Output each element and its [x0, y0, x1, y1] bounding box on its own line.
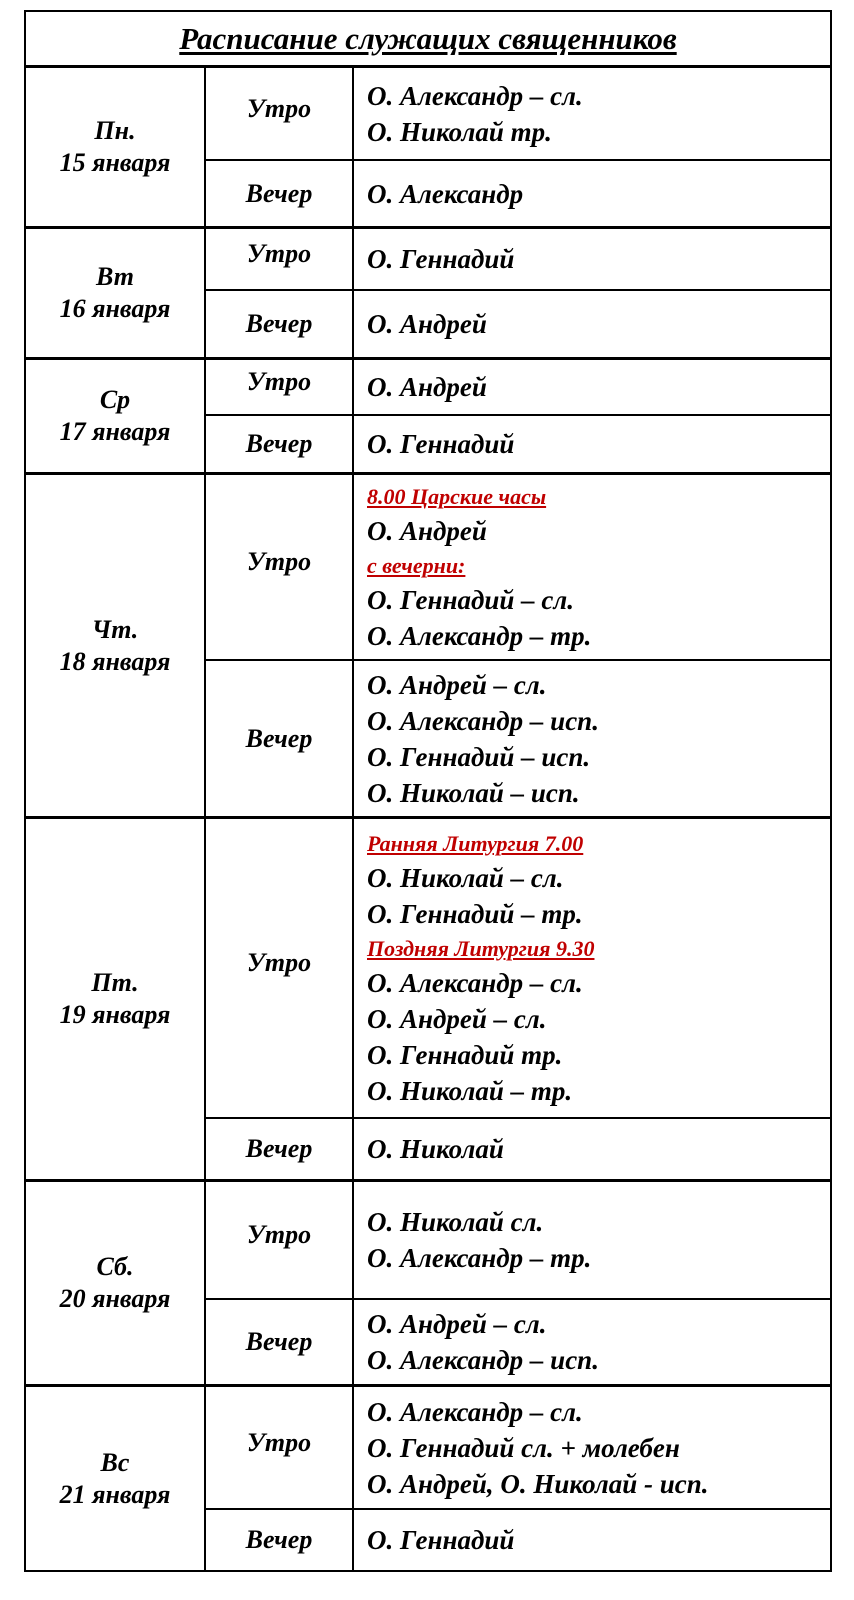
period-cell [206, 1119, 354, 1179]
assignment-cell [354, 1510, 830, 1570]
priest-line: О. Геннадий тр. [367, 1040, 563, 1070]
assignment-cell [354, 1387, 830, 1508]
priest-line: О. Николай – сл. [367, 863, 564, 893]
slot-row [206, 1182, 830, 1300]
slot-row [206, 161, 830, 226]
assignment-cell [354, 161, 830, 226]
schedule-table [24, 10, 832, 1572]
slot-row [206, 1300, 830, 1384]
day-name: Вт [96, 262, 134, 291]
period-cell [206, 819, 354, 1117]
priest-line: О. Александр – исп. [367, 1345, 599, 1375]
priest-line: О. Андрей – сл. [367, 1004, 547, 1034]
period-label: Утро [246, 93, 312, 123]
priest-line: О. Андрей [367, 372, 487, 402]
priest-line: О. Геннадий – исп. [367, 741, 591, 772]
day-name: Пн. [94, 116, 136, 145]
slot-row [206, 661, 830, 816]
period-label: Утро [246, 948, 312, 977]
day-row [26, 819, 830, 1182]
assignment-cell [354, 416, 830, 472]
assignment-cell [354, 360, 830, 414]
day-label [26, 819, 206, 1179]
period-cell [206, 291, 354, 357]
day-name: Пт. [91, 968, 139, 997]
priest-line: О. Александр – тр. [367, 1243, 592, 1273]
day-slots [206, 229, 830, 357]
priest-line: О. Александр – сл. [367, 1396, 583, 1427]
priest-line: О. Геннадий сл. + молебен [367, 1432, 680, 1463]
assignment-cell [354, 1300, 830, 1384]
priest-line: О. Геннадий [367, 429, 515, 459]
day-slots [206, 360, 830, 472]
period-cell [206, 661, 354, 816]
period-cell [206, 1387, 354, 1508]
period-label: Вечер [245, 178, 313, 208]
assignment-cell [354, 1119, 830, 1179]
priest-line: О. Андрей [367, 516, 487, 546]
slot-row [206, 1387, 830, 1510]
service-note: Ранняя Литургия 7.00 [367, 831, 584, 856]
period-cell [206, 360, 354, 414]
day-slots [206, 1182, 830, 1384]
priest-line: О. Андрей [367, 309, 487, 339]
day-row [26, 229, 830, 360]
service-note: 8.00 Царские часы [367, 484, 547, 509]
service-note: с вечерни: [367, 553, 466, 578]
period-label: Вечер [245, 1134, 313, 1163]
priest-line: О. Александр – исп. [367, 705, 599, 736]
day-date: 17 января [59, 417, 171, 446]
day-name: Чт. [91, 614, 139, 644]
slot-row [206, 291, 830, 357]
slot-row [206, 1510, 830, 1570]
period-cell [206, 475, 354, 659]
priest-line: О. Николай тр. [367, 116, 552, 147]
period-label: Вечер [245, 723, 313, 753]
period-cell [206, 68, 354, 159]
day-name: Вс [100, 1447, 130, 1477]
priest-line: О. Николай сл. [367, 1207, 544, 1237]
day-date: 19 января [59, 1000, 171, 1029]
day-row [26, 68, 830, 229]
priest-line: О. Геннадий [367, 244, 515, 274]
period-label: Утро [246, 367, 312, 396]
priest-line: О. Андрей – сл. [367, 1309, 547, 1339]
assignment-cell [354, 68, 830, 159]
service-note: Поздняя Литургия 9.30 [367, 936, 595, 961]
period-label: Вечер [245, 1327, 313, 1356]
day-label [26, 229, 206, 357]
priest-line: О. Геннадий – тр. [367, 899, 583, 929]
priest-line: О. Николай – исп. [367, 777, 580, 808]
day-row [26, 475, 830, 819]
assignment-cell [354, 819, 830, 1117]
slot-row [206, 416, 830, 472]
period-cell [206, 161, 354, 226]
day-slots [206, 1387, 830, 1570]
period-cell [206, 1182, 354, 1298]
day-label [26, 1387, 206, 1570]
slot-row [206, 68, 830, 161]
schedule-days [26, 68, 830, 1570]
day-date: 20 января [59, 1284, 171, 1313]
day-name: Сб. [96, 1252, 134, 1281]
period-label: Утро [246, 1220, 312, 1249]
day-slots [206, 68, 830, 226]
period-cell [206, 1300, 354, 1384]
period-cell [206, 416, 354, 472]
day-row [26, 1387, 830, 1570]
priest-line: О. Андрей – сл. [367, 669, 547, 700]
day-row [26, 360, 830, 475]
period-label: Утро [246, 547, 312, 576]
day-slots [206, 819, 830, 1179]
schedule-title: Расписание служащих священников [26, 12, 830, 68]
assignment-cell [354, 291, 830, 357]
priest-line: О. Александр – тр. [367, 621, 592, 651]
period-label: Вечер [245, 429, 313, 458]
period-label: Утро [246, 239, 312, 268]
period-label: Вечер [245, 1525, 313, 1554]
slot-row [206, 475, 830, 661]
assignment-cell [354, 229, 830, 289]
day-date: 15 января [59, 148, 171, 177]
day-date: 21 января [59, 1479, 171, 1509]
slot-row [206, 819, 830, 1119]
day-row [26, 1182, 830, 1387]
priest-line: О. Николай – тр. [367, 1076, 573, 1106]
period-label: Вечер [245, 309, 313, 338]
priest-line: О. Андрей, О. Николай - исп. [367, 1468, 709, 1499]
slot-row [206, 229, 830, 291]
period-cell [206, 229, 354, 289]
day-label [26, 360, 206, 472]
day-label [26, 475, 206, 816]
day-label [26, 1182, 206, 1384]
priest-line: О. Александр – сл. [367, 80, 583, 111]
priest-line: О. Николай [367, 1134, 504, 1164]
day-name: Ср [99, 385, 131, 414]
slot-row [206, 1119, 830, 1179]
assignment-cell [354, 661, 830, 816]
priest-line: О. Александр – сл. [367, 968, 583, 998]
priest-line: О. Геннадий – сл. [367, 585, 574, 615]
period-cell [206, 1510, 354, 1570]
day-date: 16 января [59, 294, 171, 323]
assignment-cell [354, 475, 830, 659]
assignment-cell [354, 1182, 830, 1298]
period-label: Утро [246, 1427, 312, 1457]
priest-line: О. Александр [367, 178, 524, 209]
day-date: 18 января [59, 646, 171, 676]
slot-row [206, 360, 830, 416]
day-label [26, 68, 206, 226]
day-slots [206, 475, 830, 816]
priest-line: О. Геннадий [367, 1525, 515, 1555]
